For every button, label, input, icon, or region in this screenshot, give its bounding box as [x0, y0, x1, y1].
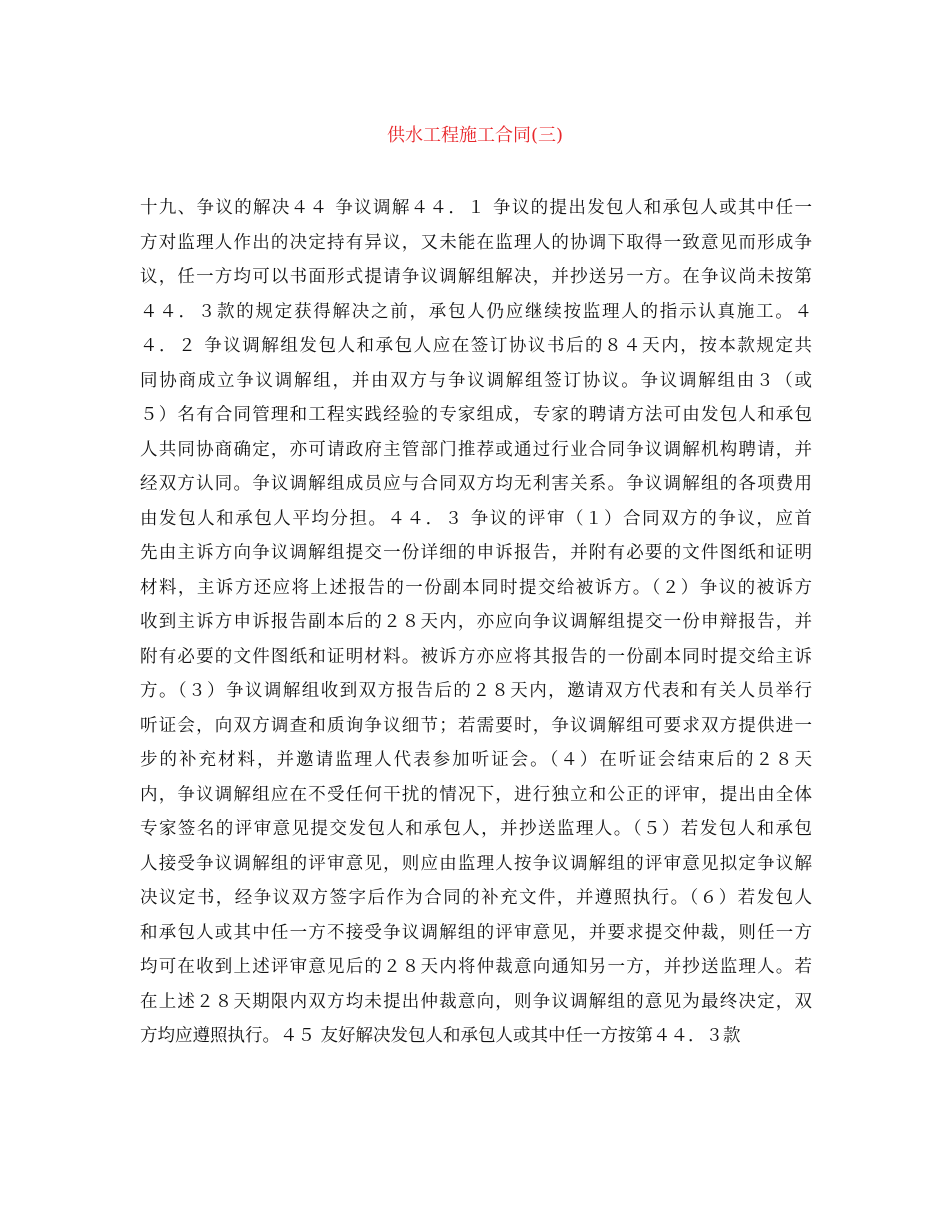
body-line: 步的补充材料，并邀请监理人代表参加听证会。（４）在听证会结束后的２８天 — [140, 750, 812, 770]
body-line: 收到主诉方申诉报告副本后的２８天内，亦应向争议调解组提交一份申辩报告，并 — [140, 612, 812, 632]
body-line: 经双方认同。争议调解组成员应与合同双方均无利害关系。争议调解组的各项费用 — [140, 474, 812, 494]
body-line: 方对监理人作出的决定持有异议，又未能在监理人的协调下取得一致意见而形成争 — [140, 232, 812, 253]
body-line: 内，争议调解组应在不受任何干扰的情况下，进行独立和公正的评审，提出由全体 — [140, 784, 812, 805]
body-line: 方。（３）争议调解组收到双方报告后的２８天内，邀请双方代表和有关人员举行 — [140, 681, 812, 701]
body-line: ４４．３款的规定获得解决之前，承包人仍应继续按监理人的指示认真施工。４ — [140, 301, 812, 322]
body-line: 人接受争议调解组的评审意见，则应由监理人按争议调解组的评审意见拟定争议解 — [140, 853, 812, 874]
body-line: ５）名有合同管理和工程实践经验的专家组成，专家的聘请方法可由发包人和承包 — [140, 405, 812, 425]
body-line: 和承包人或其中任一方不接受争议调解组的评审意见，并要求提交仲裁，则任一方 — [140, 922, 812, 943]
body-line: 人共同协商确定，亦可请政府主管部门推荐或通过行业合同争议调解机构聘请，并 — [140, 439, 812, 460]
body-line: 均可在收到上述评审意见后的２８天内将仲裁意向通知另一方，并抄送监理人。若 — [140, 957, 812, 977]
document-body — [140, 191, 812, 1054]
document-title: 供水工程施工合同(三) — [386, 125, 564, 146]
body-line: 附有必要的文件图纸和证明材料。被诉方亦应将其报告的一份副本同时提交给主诉 — [140, 646, 812, 667]
body-line: 在上述２８天期限内双方均未提出仲裁意向，则争议调解组的意见为最终决定，双 — [140, 991, 812, 1012]
body-line: 十九、争议的解决４４ 争议调解４４．１ 争议的提出发包人和承包人或其中任一 — [140, 198, 812, 218]
body-line: 材料，主诉方还应将上述报告的一份副本同时提交给被诉方。（２）争议的被诉方 — [140, 577, 812, 598]
body-line: 同协商成立争议调解组，并由双方与争议调解组签订协议。争议调解组由３（或 — [140, 370, 812, 391]
body-line: 决议定书，经争议双方签字后作为合同的补充文件，并遵照执行。（６）若发包人 — [140, 888, 812, 908]
body-line: 先由主诉方向争议调解组提交一份详细的申诉报告，并附有必要的文件图纸和证明 — [140, 543, 812, 563]
body-line: 由发包人和承包人平均分担。４４．３ 争议的评审（１）合同双方的争议，应首 — [140, 508, 812, 529]
body-line: ４．２ 争议调解组发包人和承包人应在签订协议书后的８４天内，按本款规定共 — [140, 336, 812, 356]
body-line: 专家签名的评审意见提交发包人和承包人，并抄送监理人。（５）若发包人和承包 — [140, 819, 812, 839]
body-line: 方均应遵照执行。４５ 友好解决发包人和承包人或其中任一方按第４４．３款 — [140, 1026, 741, 1046]
body-line: 听证会，向双方调查和质询争议细节；若需要时，争议调解组可要求双方提供进一 — [140, 715, 812, 736]
body-line: 议，任一方均可以书面形式提请争议调解组解决，并抄送另一方。在争议尚未按第 — [140, 267, 812, 287]
